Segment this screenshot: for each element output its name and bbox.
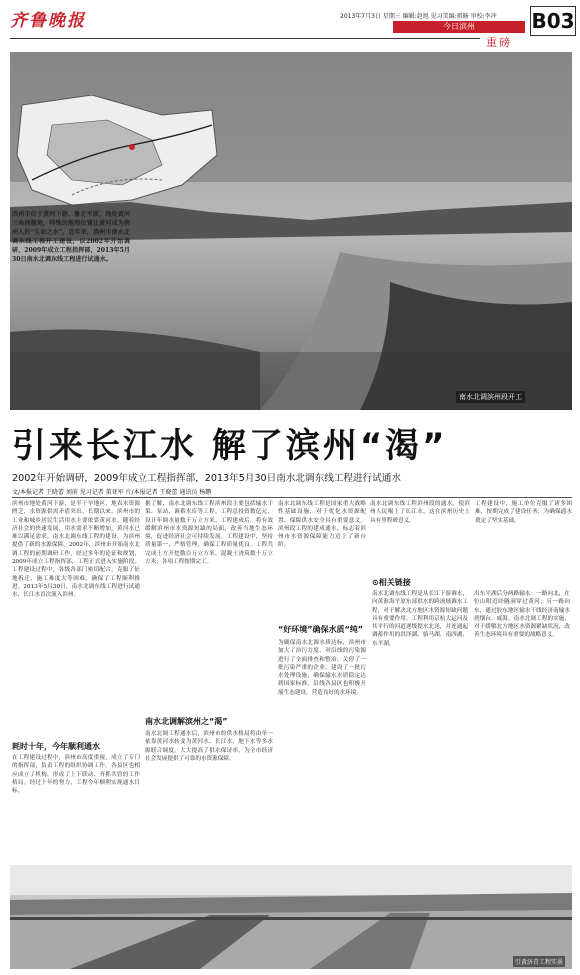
related-heading: ⊙相关链接 [372,578,411,587]
section-heading-1: 耗时十年，今年顺利通水 [12,742,100,751]
header-meta: 2013年7月3日 星期三 编辑:赵旭 见习美编:祖旸 审校:李冲 [340,13,497,20]
bottom-photo [10,865,572,969]
body-column-4: 南水北调东线工程滨州段的通水，使滨州人民喝上了长江水，这在滨州历史上具有里程碑意义。 [370,501,470,524]
route-map [12,95,222,210]
body-column-3: 南水北调东线工程是国家重大战略性基础设施，对于优化水资源配置、保障供水安全具有重要意义。滨州段工程的建成通水，标志着滨州市水资源保障能力迈上了新台阶。 [278,501,366,549]
byline: 文/本报记者 王晓蕾 刘前 见习记者 董亚军 片/本报记者 王晓蕾 通讯员 杨鹏 [12,489,212,496]
subheadline: 2002年开始调研，2009年成立工程指挥部，2013年5月30日南水北调东线工程进行试通水 [12,473,401,484]
photo-caption: 南水北调滨州段开工 [456,391,525,403]
section-tag: 今日滨州 [393,21,525,33]
body-column-1b: 在工程建设过程中，滨州市高度重视，成立了专门的指挥部，负责工程的组织协调工作。各县区也相应成立了机构，形成了上下联动、齐抓共管的工作格局。经过十年的努力，工程今年顺利实现通水目标。 [12,755,140,795]
header-rule [10,38,480,39]
related-icon: ⊙ [372,578,379,587]
column-name: 重磅 [486,36,512,49]
body-column-1: 滨州市地处黄河下游，是半干旱地区，地表水资源匮乏，水资源供需矛盾突出。长期以来，滨州市的工业和城乡居民生活用水主要依靠黄河水。随着经济社会的快速发展，用水需求不断增加，黄河水已难以满足需求。南水北调东线工程的建设，为滨州提供了新的水源保障。2002年，滨州市开始南水北调工程的前期调研工作，经过多年的论证和规划，2009年成立工程指挥部，工程正式进入实施阶段。工程建设过程中，各级各部门密切配合，克服了征地拆迁、施工难度大等困难，确保了工程顺利推进。2013年5月30日，南水北调东线工程进行试通水，长江水首次流入滨州。 [12,501,140,599]
headline: 引来长江水 解了滨州“渴” [12,426,448,466]
section-heading-3: “好环境”确保水质“纯” [278,625,364,634]
body-column-3b: 为确保南水北调水质达标，滨州市加大了治污力度，对沿线的污染源进行了全面排查和整治，关停了一批污染严重的企业，建设了一批污水处理设施，确保输水水质稳定达到国家标准。沿线各县区也积极开展生态建设，营造良好的水环境。 [278,640,366,696]
lead-paragraph: 滨州市位于黄河下游、鲁北平原，地处黄河三角洲腹地，特殊的地理位置让黄河成为滨州人的“生命之水”。近年来，滨州市南水北调东线工程开工建设，以2002年开始调研，2009年成立工程指挥部，2013年5月30日南水北调东线工程进行试通水。 [12,211,130,263]
masthead-logo: 齐鲁晚报 [10,11,86,31]
byline-rule [12,497,572,498]
body-column-2b: 南水北调工程通水后，滨州市的供水格局将由单一依靠黄河水转变为黄河水、长江水、地下水等多水源联合调度，大大提高了供水保证率，为全市经济社会发展提供了可靠的水资源保障。 [145,731,273,762]
body-column-2: 据了解，南水北调东线工程滨州段主要包括输水干渠、泵站、调蓄水库等工程。工程总投资数亿元，设计年调水量数千万立方米。工程建成后，将有效缓解滨州市水资源短缺的局面，改善当地生态环境，促进经济社会可持续发展。工程建设中，坚持质量第一，严格管理，确保工程质量优良。工程共完成土方开挖数百万立方米，混凝土浇筑数十万立方米，各项工程按期完工。 [145,501,273,566]
page-number: B03 [530,6,576,36]
body-column-5: 工程建设中，施工单位克服了诸多困难，按期完成了建设任务，为确保通水奠定了坚实基础。 [475,501,572,524]
related-column-2: 出东平湖后分两路输水：一路向北，在位山附近经隧洞穿过黄河；另一路向东，通过胶东地区输水干线经济南输水到烟台、威海。南水北调工程的实施，对于缓解北方地区水资源紧缺状况，改善生态环境具有重要的战略意义。 [474,591,570,639]
bottom-photo-caption: 引黄济青工程实景 [513,956,565,967]
related-column-1: 南水北调东线工程是从长江下游调水，向黄淮海平原东部供水的跨流域调水工程，对于解决北方地区水资源短缺问题具有重要作用。工程利用京杭大运河及其平行的河道逐级提水北送，并连通起调蓄作用的洪泽湖、骆马湖、南四湖、东平湖。 [372,591,468,647]
section-heading-2: 南水北调解滨州之“渴” [145,717,228,726]
